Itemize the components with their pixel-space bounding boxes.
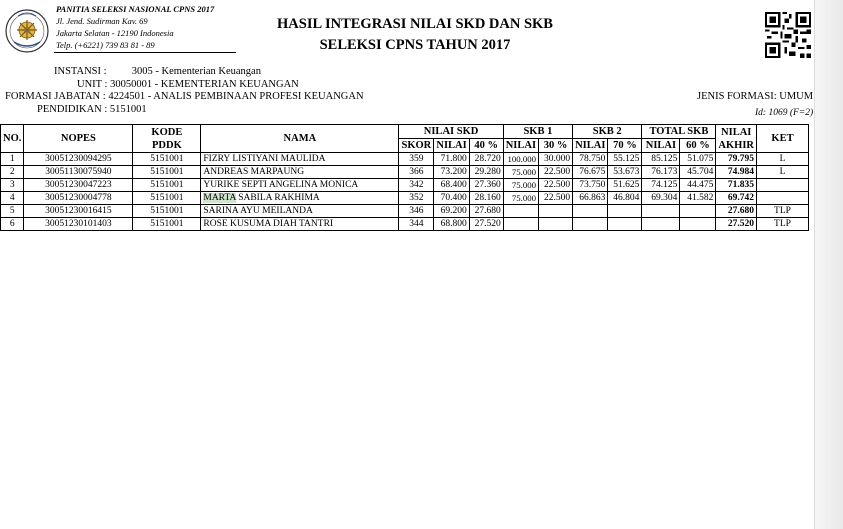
cell-skd-nilai: 70.400 (434, 192, 469, 205)
jenis-formasi: JENIS FORMASI: UMUM (697, 91, 814, 102)
col-header-ket: KET (757, 125, 809, 153)
cell-nama-rest: SABILA RAKHIMA (235, 193, 320, 203)
cell-skb1-nilai: 75.000 (503, 192, 538, 205)
col-header-skb2: SKB 2 (573, 125, 642, 139)
cell-skd-nilai: 71.800 (434, 153, 469, 166)
cell-skb2-70 (608, 218, 642, 231)
cell-skd-40: 27.520 (469, 218, 503, 231)
col-header-nilai-skd: NILAI SKD (399, 125, 503, 139)
cell-nilai-akhir: 74.984 (716, 166, 757, 179)
pendidikan-value: 5151001 (109, 104, 147, 115)
table-row (1, 153, 809, 166)
cell-total-nilai: 76.173 (642, 166, 680, 179)
unit-label: UNIT : (77, 79, 108, 90)
cell-skb1-nilai: 100.000 (503, 153, 538, 166)
cell-nilai-akhir: 71.835 (716, 179, 757, 192)
cell-kode: 5151001 (133, 192, 201, 205)
page-scroll-strip (814, 0, 843, 529)
cell-skb1-30: 22.500 (539, 192, 573, 205)
cell-nopes: 30051230004778 (24, 192, 133, 205)
subheader-skb1-30: 30 % (539, 139, 573, 153)
results-table (0, 124, 809, 231)
cell-skd-nilai: 68.800 (434, 218, 469, 231)
cell-skor: 352 (399, 192, 434, 205)
cell-skb1-nilai: 75.000 (503, 166, 538, 179)
cell-kode: 5151001 (133, 166, 201, 179)
cell-kode: 5151001 (133, 218, 201, 231)
cell-total-60 (680, 205, 716, 218)
subheader-total-60: 60 % (680, 139, 716, 153)
cell-skb1-30: 22.500 (539, 166, 573, 179)
cell-kode: 5151001 (133, 179, 201, 192)
cell-nopes: 30051130075940 (24, 166, 133, 179)
organization-name: PANITIA SELEKSI NASIONAL CPNS 2017 (56, 4, 215, 14)
subheader-skd-40: 40 % (469, 139, 503, 153)
col-header-nilai-akhir-line2: AKHIR (718, 139, 754, 151)
title-line2: SELEKSI CPNS TAHUN 2017 (319, 37, 511, 53)
cell-kode: 5151001 (133, 205, 201, 218)
cell-skor: 344 (399, 218, 434, 231)
cell-kode: 5151001 (133, 153, 201, 166)
table-row (1, 218, 809, 231)
cell-nama: YURIKE SEPTI ANGELINA MONICA (201, 179, 399, 192)
cell-nilai-akhir: 69.742 (716, 192, 757, 205)
cell-nama: ROSE KUSUMA DIAH TANTRI (201, 218, 399, 231)
cell-ket: TLP (757, 205, 809, 218)
cell-skd-nilai: 69.200 (434, 205, 469, 218)
cell-total-60: 41.582 (680, 192, 716, 205)
cell-ket (757, 179, 809, 192)
cell-skb1-nilai (503, 218, 538, 231)
cell-nopes: 30051230101403 (24, 218, 133, 231)
cell-skb1-nilai (503, 205, 538, 218)
cell-skb2-nilai: 76.675 (573, 166, 608, 179)
col-header-nopes: NOPES (24, 125, 133, 153)
cell-skb1-30 (539, 205, 573, 218)
cell-skor: 342 (399, 179, 434, 192)
cell-no: 4 (1, 192, 24, 205)
cell-skor: 366 (399, 166, 434, 179)
cell-skd-nilai: 68.400 (434, 179, 469, 192)
cell-no: 3 (1, 179, 24, 192)
unit-value: 30050001 - KEMENTERIAN KEUANGAN (110, 79, 299, 90)
pendidikan-label: PENDIDIKAN : (37, 104, 108, 115)
col-header-kode-pddk (133, 125, 201, 153)
cell-skd-40: 28.160 (469, 192, 503, 205)
cell-total-nilai (642, 218, 680, 231)
cell-skb1-30: 30.000 (539, 153, 573, 166)
table-row (1, 166, 809, 179)
cell-skor: 359 (399, 153, 434, 166)
formasi-value: 4224501 - ANALIS PEMBINAAN PROFESI KEUANGAN (108, 91, 364, 102)
cell-skd-40: 28.720 (469, 153, 503, 166)
formasi-label: FORMASI JABATAN : (5, 91, 106, 102)
col-header-pddk: PDDK (152, 139, 182, 151)
table-row (1, 205, 809, 218)
col-header-no: NO. (1, 125, 24, 153)
cell-nama: FIZRY LISTIYANI MAULIDA (201, 153, 399, 166)
col-header-kode: KODE (151, 126, 183, 138)
subheader-skd-nilai: NILAI (434, 139, 469, 153)
unit-row (77, 79, 299, 90)
cell-skor: 346 (399, 205, 434, 218)
cell-skb2-nilai (573, 205, 608, 218)
subheader-skb1-nilai: NILAI (503, 139, 538, 153)
cell-skb2-nilai: 73.750 (573, 179, 608, 192)
cell-ket: L (757, 166, 809, 179)
cell-no: 1 (1, 153, 24, 166)
instansi-value: 3005 - Kementerian Keuangan (131, 66, 261, 77)
cell-skb1-30 (539, 218, 573, 231)
cell-skb1-30: 22.500 (539, 179, 573, 192)
table-row (1, 179, 809, 192)
subheader-skb2-nilai: NILAI (573, 139, 608, 153)
cell-nama (201, 192, 399, 205)
cell-total-nilai: 85.125 (642, 153, 680, 166)
title-line1: HASIL INTEGRASI NILAI SKD DAN SKB (277, 16, 553, 32)
subheader-skb2-70: 70 % (608, 139, 642, 153)
qr-code-icon (765, 12, 811, 58)
cell-skd-40: 27.680 (469, 205, 503, 218)
cell-skb2-nilai: 78.750 (573, 153, 608, 166)
pendidikan-row (37, 104, 147, 115)
cell-ket: TLP (757, 218, 809, 231)
col-header-nilai-akhir-line1: NILAI (721, 126, 752, 138)
col-header-total-skb: TOTAL SKB (642, 125, 716, 139)
cell-total-nilai: 69.304 (642, 192, 680, 205)
cell-skb2-nilai (573, 218, 608, 231)
cell-no: 5 (1, 205, 24, 218)
document-id: Id: 1069 (F=2) (755, 108, 814, 118)
subheader-skor: SKOR (399, 139, 434, 153)
cell-skd-40: 27.360 (469, 179, 503, 192)
cell-skb2-70 (608, 205, 642, 218)
cell-total-60: 44.475 (680, 179, 716, 192)
cell-nama: SARINA AYU MEILANDA (201, 205, 399, 218)
cell-total-60: 51.075 (680, 153, 716, 166)
cell-ket: L (757, 153, 809, 166)
cell-skb2-70: 53.673 (608, 166, 642, 179)
cell-skb2-70: 46.804 (608, 192, 642, 205)
cell-nama: ANDREAS MARPAUNG (201, 166, 399, 179)
col-header-nilai-akhir (716, 125, 757, 153)
cell-nopes: 30051230094295 (24, 153, 133, 166)
table-row (1, 192, 809, 205)
organization-address-line2: Jakarta Selatan - 12190 Indonesia (56, 28, 174, 38)
organization-phone: Telp. (+6221) 739 83 81 - 89 (56, 40, 155, 50)
cell-total-nilai: 74.125 (642, 179, 680, 192)
cell-skb2-nilai: 66.863 (573, 192, 608, 205)
garuda-emblem-logo (4, 4, 50, 60)
instansi-row (54, 66, 261, 77)
cell-skb2-70: 55.125 (608, 153, 642, 166)
text-selection-highlight: MARTA (203, 193, 236, 203)
cell-total-60 (680, 218, 716, 231)
cell-nopes: 30051230016415 (24, 205, 133, 218)
cell-no: 6 (1, 218, 24, 231)
cell-skb1-nilai: 75.000 (503, 179, 538, 192)
organization-header (56, 3, 214, 51)
cell-skb2-70: 51.625 (608, 179, 642, 192)
cell-nopes: 30051230047223 (24, 179, 133, 192)
header-divider (54, 52, 236, 53)
cell-total-60: 45.704 (680, 166, 716, 179)
subheader-total-nilai: NILAI (642, 139, 680, 153)
col-header-nama: NAMA (201, 125, 399, 153)
document-title (230, 14, 600, 56)
formasi-row (5, 91, 364, 102)
cell-ket (757, 192, 809, 205)
cell-total-nilai (642, 205, 680, 218)
organization-address-line1: Jl. Jend. Sudirman Kav. 69 (56, 16, 148, 26)
col-header-skb1: SKB 1 (503, 125, 572, 139)
cell-nilai-akhir: 79.795 (716, 153, 757, 166)
cell-skd-40: 29.280 (469, 166, 503, 179)
cell-nilai-akhir: 27.520 (716, 218, 757, 231)
cell-skd-nilai: 73.200 (434, 166, 469, 179)
cell-no: 2 (1, 166, 24, 179)
instansi-label: INSTANSI : (54, 66, 107, 77)
cell-nilai-akhir: 27.680 (716, 205, 757, 218)
